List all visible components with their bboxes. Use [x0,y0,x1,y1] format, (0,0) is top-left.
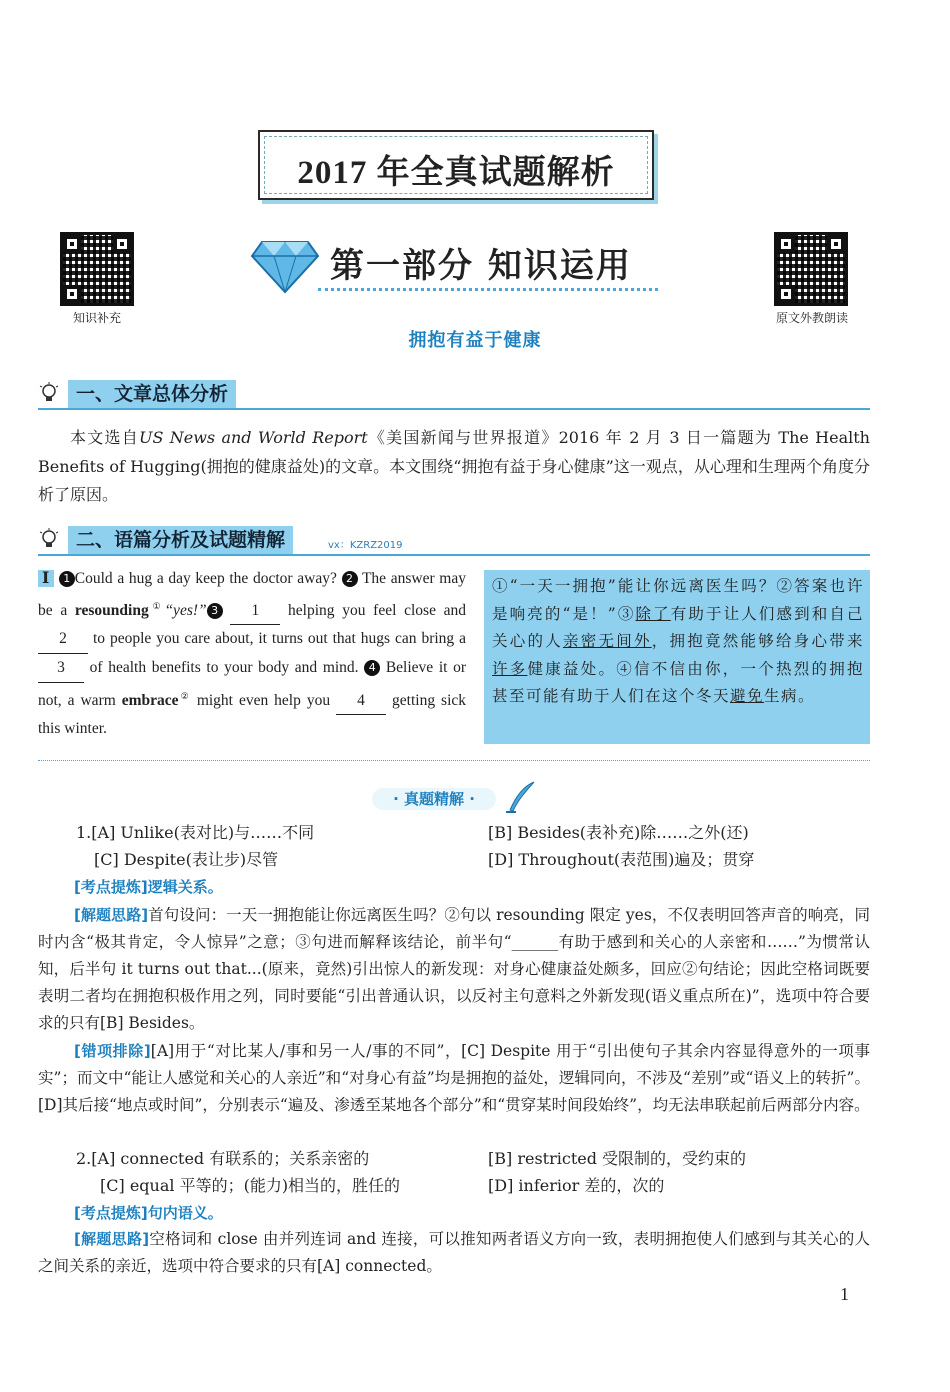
sentence-number: 1 [59,571,75,587]
q2-option-b: [B] restricted 受限制的，受约束的 [488,1149,747,1168]
passage-english: Ⅰ 1 Could a hug a day keep the doctor away? 2 The answer may be a resounding①“yes!” 3 1 helping you feel close and 2 to people you care about, it turns out that hugs can bring a 3 of health benefits to your body and mind. 4 Believe it or not, a warm embrace② might even help you 4 getting sick this winter. [38,570,467,738]
section-header-1 [38,380,870,410]
q2-key-point: [考点提炼]句内语义。 [74,1204,223,1222]
blank-3[interactable]: 3 [38,654,84,683]
lightbulb-icon [38,382,60,404]
lightbulb-icon [38,528,60,550]
source-name: US News and World Report [138,428,368,447]
q1-option-b: [B] Besides(表补充)除……之外(还) [488,823,749,842]
quill-icon [504,780,538,814]
article-subtitle: 拥抱有益于健康 [408,330,542,351]
part-title: 第一部分 知识运用 [330,246,632,286]
page-number: 1 [840,1284,849,1304]
qr-left-caption: 知识补充 [72,311,121,325]
qr-code-left[interactable] [60,232,134,306]
q2-option-a: 2.[A] connected 有联系的；关系亲密的 [76,1149,370,1168]
sentence-number: 4 [364,660,380,676]
qr-right-caption: 原文外教朗读 [775,311,848,325]
blank-1[interactable]: 1 [230,597,280,626]
diamond-icon [250,238,320,294]
q1-option-a: 1.[A] Unlike(表对比)与……不同 [76,823,315,842]
paragraph-marker: Ⅰ [38,570,54,587]
q2-option-c: [C] equal 平等的；(能力)相当的，胜任的 [100,1176,401,1195]
q2-option-d: [D] inferior 差的，次的 [488,1176,665,1195]
blank-4[interactable]: 4 [336,687,386,716]
qr-code-right[interactable] [774,232,848,306]
section-label-2: 二、语篇分析及试题精解 [68,526,293,554]
section-header-2 [38,526,870,556]
page-title: 2017 年全真试题解析 [297,155,615,191]
translation-text: ①“一天一拥抱”能让你远离医生吗？②答案也许是响亮的“是！”③除了有助于让人们感到和自己关心的人亲密无间外，拥抱竟然能够给身心带来许多健康益处。④信不信由你，一个热烈的拥抱甚至可能有助于人们在这个冬天避免生病。 [492,577,864,706]
watermark-text: vx：KZRZ2019 [328,540,403,551]
q1-solution: [解题思路]首句设问：一天一拥抱能让你远离医生吗？②句以 resounding 限定 yes，不仅表明回答声音的响亮，同时内含“极其肯定，令人惊异”之意；③句进而解释该结论，前半句“______有助于感到和关心的人亲密和……”为惯常认知，后半句 it turns out that...(原来，竟然)引出惊人的新发现：对身心健康益处颇多，回应②句结论；因此空格词既要表明二者均在拥抱积极作用之列，同时要能“引出普通认识，以反衬主句意料之外新发现(语义重点所在)”，选项中符合要求的只有[B] Besides。 [38,906,870,1032]
q1-key-point: [考点提炼]逻辑关系。 [74,878,223,896]
q1-option-c: [C] Despite(表让步)尽管 [94,850,279,869]
overview-paragraph: 本文选自US News and World Report《美国新闻与世界报道》2016 年 2 月 3 日一篇题为 The Health Benefits of Hugging(拥抱的健康益处)的文章。本文围绕“拥抱有益于身心健康”这一观点，从心理和生理两个角度分析了原因。 [38,428,870,504]
title-box [258,130,654,200]
section-label-1: 一、文章总体分析 [68,380,236,408]
answer-section-label: · 真题精解 · [372,788,496,810]
part-title-underline [318,288,658,291]
blank-2[interactable]: 2 [38,625,88,654]
q1-wrong-options: [错项排除][A]用于“对比某人/事和另一人/事的不同”，[C] Despite 用于“引出使句子其余内容显得意外的一项事实”；而文中“能让人感觉和关心的人亲近”和“对身心有益”均是拥抱的益处，逻辑同向，不涉及“差别”或“语义上的转折”。[D]其后接“地点或时间”，分别表示“遍及、渗透至某地各个部分”和“贯穿某时间段始终”，均无法串联起前后两部分内容。 [38,1042,870,1114]
section-divider [38,760,870,761]
q1-option-d: [D] Throughout(表范围)遍及；贯穿 [488,850,755,869]
sentence-number: 3 [207,603,223,619]
q2-solution: [解题思路]空格词和 close 由并列连词 and 连接，可以推知两者语义方向一致，表明拥抱使人们感到与其关心的人之间关系的亲近，选项中符合要求的只有[A] connected。 [38,1230,870,1275]
sentence-number: 2 [342,571,358,587]
